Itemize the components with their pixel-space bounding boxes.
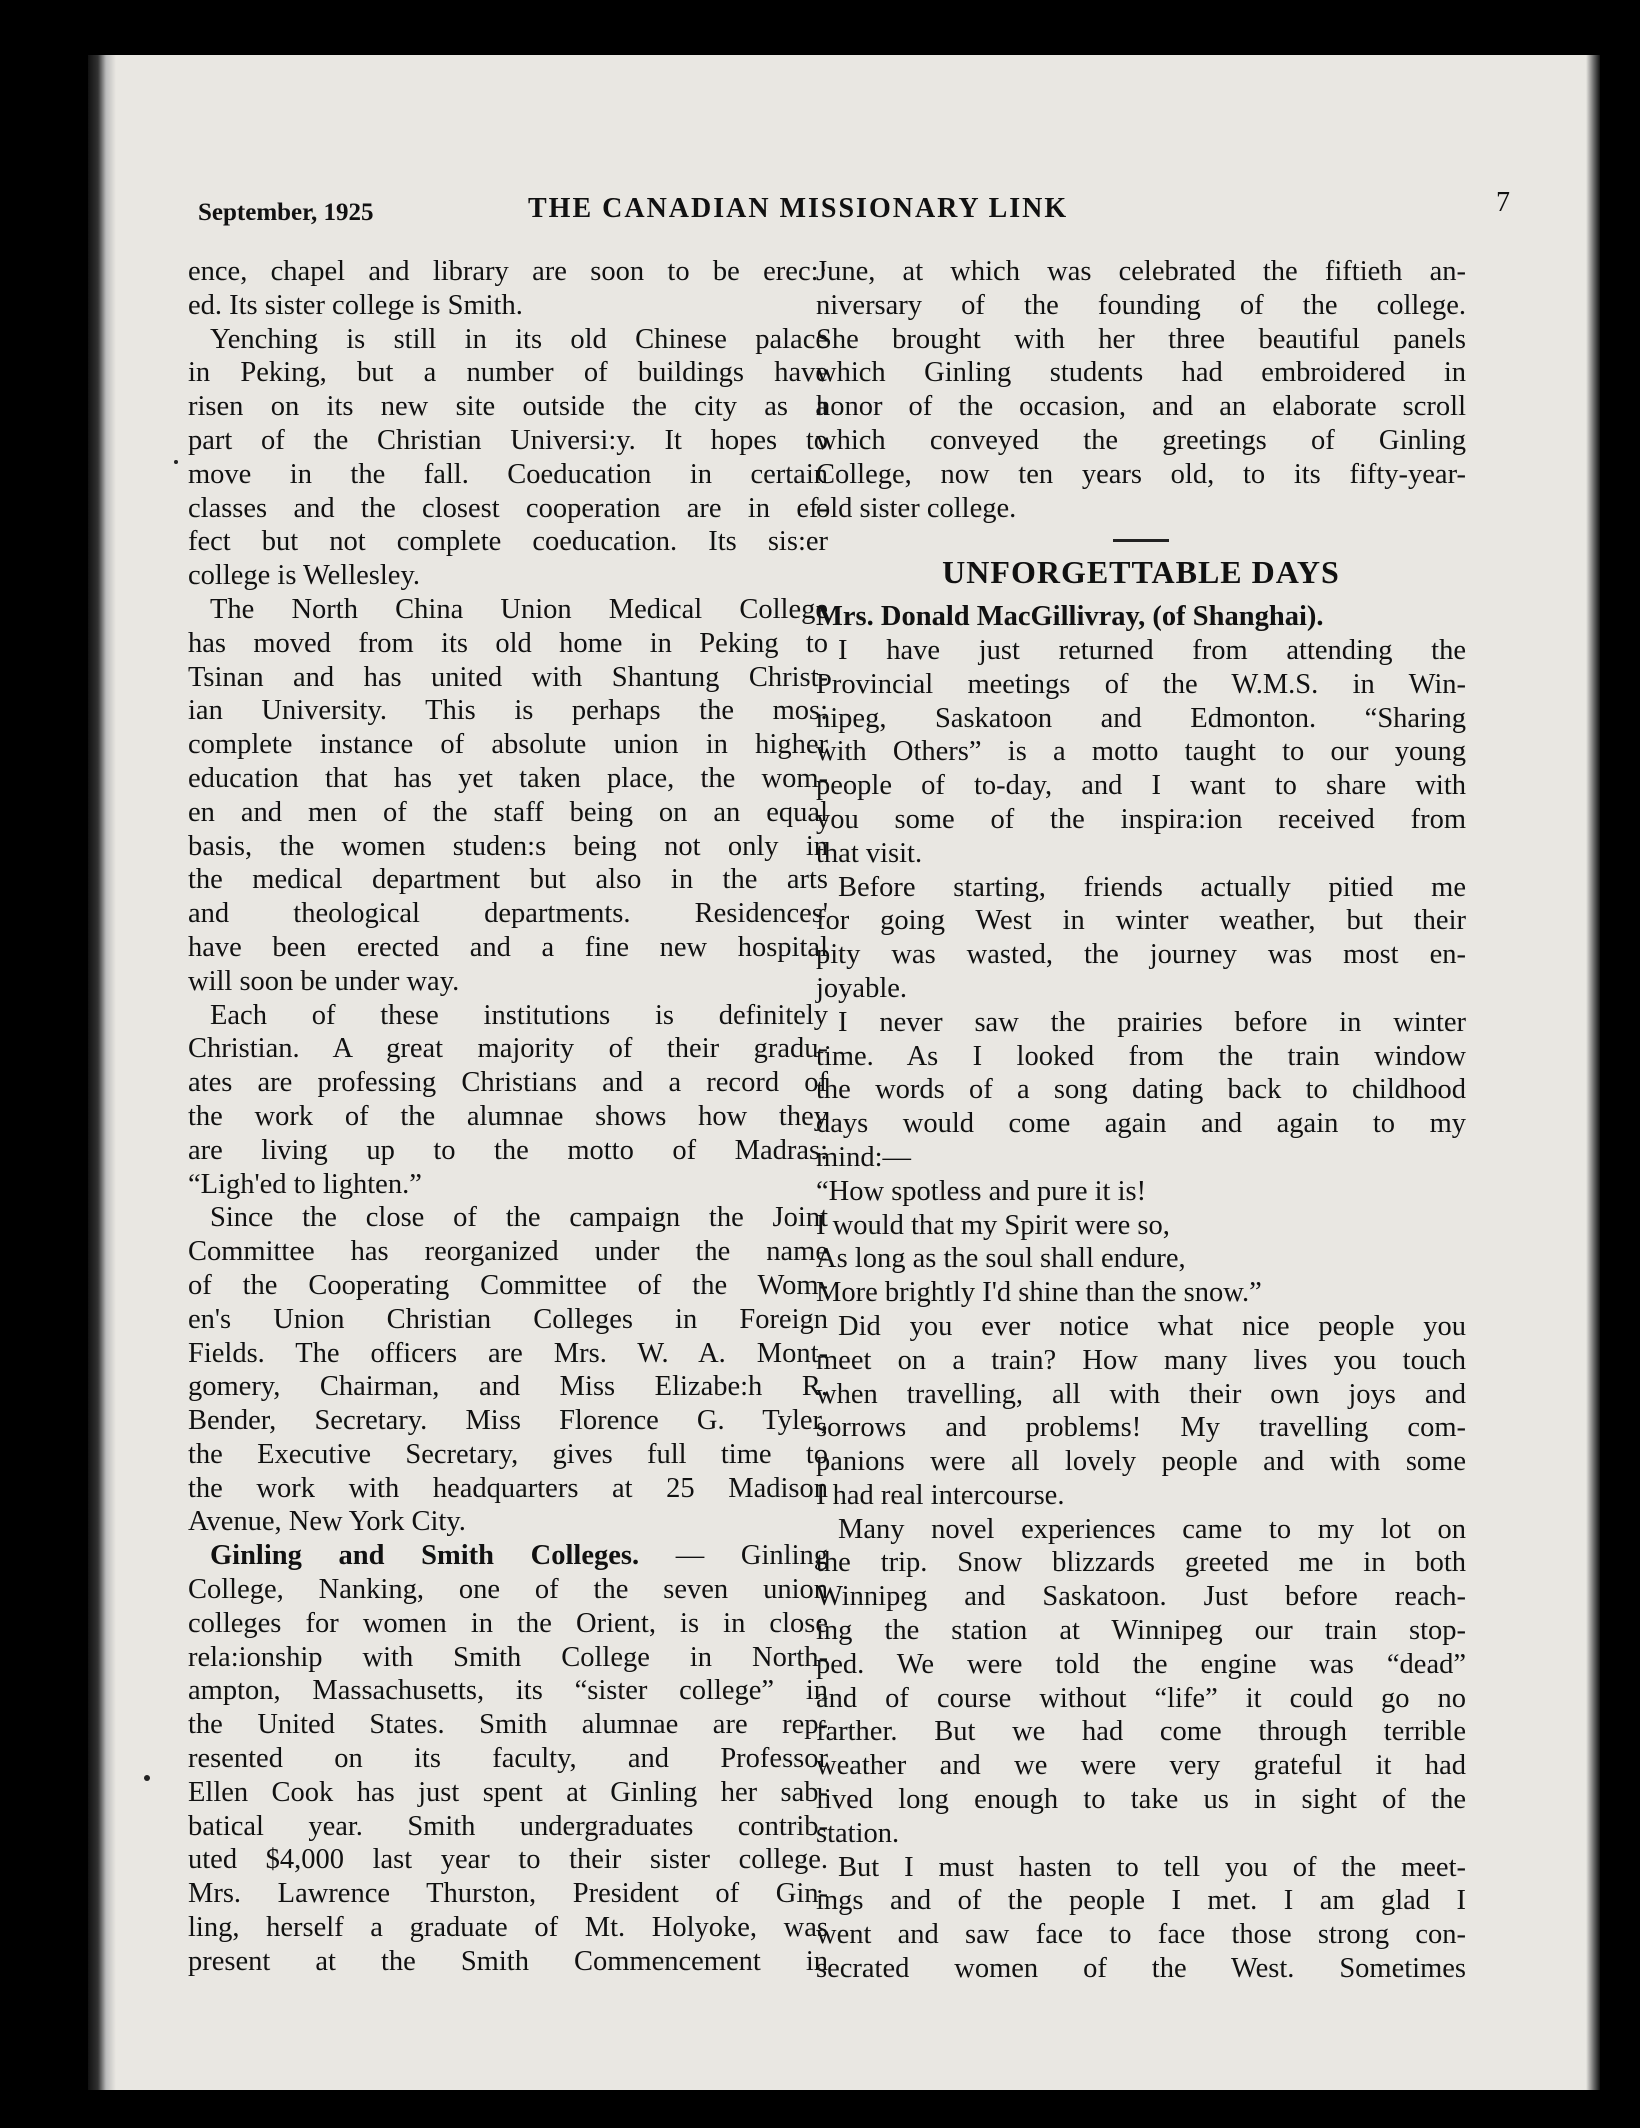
text-line bbox=[816, 837, 1466, 871]
text-line bbox=[816, 735, 1466, 769]
line-text: when travelling, all with their own joys and bbox=[816, 1378, 1466, 1410]
line-text: ling, herself a graduate of Mt. Holyoke, was bbox=[188, 1912, 828, 1944]
binding-shadow-left bbox=[88, 55, 116, 2090]
line-text: went and saw face to face those strong con- bbox=[816, 1919, 1466, 1951]
text-line bbox=[816, 323, 1466, 357]
text-line bbox=[188, 390, 828, 424]
text-line bbox=[188, 897, 828, 931]
line-text: ates are professing Christians and a record of bbox=[188, 1067, 828, 1099]
text-line bbox=[816, 255, 1466, 289]
text-line bbox=[816, 424, 1466, 458]
text-line bbox=[188, 289, 828, 323]
line-text: “How spotless and pure it is! bbox=[816, 1175, 1147, 1207]
line-text: college is Wellesley. bbox=[188, 560, 420, 592]
line-text: weather and we were very grateful it had bbox=[816, 1750, 1466, 1782]
line-text: Bender, Secretary. Miss Florence G. Tyler, bbox=[188, 1405, 828, 1437]
line-text: the work of the alumnae shows how they bbox=[188, 1100, 828, 1132]
line-text: ence, chapel and library are soon to be erec:· bbox=[188, 256, 828, 287]
line-text: ed. Its sister college is Smith. bbox=[188, 289, 523, 321]
line-text: that visit. bbox=[816, 837, 923, 869]
right-column bbox=[816, 255, 1466, 1986]
text-line bbox=[816, 1445, 1466, 1479]
scan-speck bbox=[174, 460, 178, 464]
line-text: Ellen Cook has just spent at Ginling her sab- bbox=[188, 1776, 828, 1808]
text-line bbox=[816, 1209, 1466, 1243]
line-text: the United States. Smith alumnae are rep- bbox=[188, 1709, 828, 1741]
text-line bbox=[816, 1546, 1466, 1580]
text-line bbox=[188, 1674, 828, 1708]
line-text: and theological departments. Residences' bbox=[188, 898, 828, 930]
line-text: in Peking, but a number of buildings have bbox=[188, 357, 828, 389]
text-line bbox=[188, 424, 828, 458]
text-line bbox=[816, 1411, 1466, 1445]
line-text: ped. We were told the engine was “dead” bbox=[816, 1648, 1466, 1680]
text-line bbox=[816, 1006, 1466, 1040]
text-line bbox=[188, 627, 828, 661]
text-line bbox=[188, 1573, 828, 1607]
line-text: Avenue, New York City. bbox=[188, 1506, 466, 1538]
line-text: en and men of the staff being on an equal bbox=[188, 796, 828, 828]
line-text: has moved from its old home in Peking to bbox=[188, 627, 828, 659]
line-text: risen on its new site outside the city as a bbox=[188, 391, 828, 423]
line-text: Since the close of the campaign the Joint bbox=[210, 1202, 828, 1234]
line-text: As long as the soul shall endure, bbox=[816, 1243, 1186, 1275]
text-line bbox=[188, 1843, 828, 1877]
text-line bbox=[188, 661, 828, 695]
text-line bbox=[816, 356, 1466, 390]
text-line bbox=[816, 871, 1466, 905]
text-line bbox=[188, 1100, 828, 1134]
text-line bbox=[188, 1539, 828, 1573]
line-text: honor of the occasion, and an elaborate scroll bbox=[816, 391, 1466, 423]
line-text: Winnipeg and Saskatoon. Just before reach- bbox=[816, 1581, 1466, 1613]
text-line bbox=[816, 803, 1466, 837]
line-text: people of to-day, and I want to share with bbox=[816, 770, 1466, 802]
line-text: uted $4,000 last year to their sister college. bbox=[188, 1844, 828, 1876]
line-text: ampton, Massachusetts, its “sister college” in bbox=[188, 1675, 828, 1707]
line-text: are living up to the motto of Madras: bbox=[188, 1134, 828, 1166]
text-line bbox=[188, 1370, 828, 1404]
line-text: en's Union Christian Colleges in Foreign bbox=[188, 1303, 828, 1335]
text-line bbox=[816, 1141, 1466, 1175]
text-line bbox=[188, 1911, 828, 1945]
line-text: old sister college. bbox=[816, 492, 1017, 524]
line-text: Before starting, friends actually pitied me bbox=[838, 871, 1466, 903]
text-line bbox=[816, 492, 1466, 526]
text-line bbox=[188, 1269, 828, 1303]
line-text: I had real intercourse. bbox=[816, 1479, 1065, 1511]
text-line bbox=[188, 1505, 828, 1539]
line-text: fect but not complete coeducation. Its sis:er bbox=[188, 526, 828, 558]
text-line bbox=[816, 1513, 1466, 1547]
line-text: I have just returned from attending the bbox=[838, 634, 1466, 666]
text-line bbox=[816, 1276, 1466, 1310]
text-line bbox=[188, 1776, 828, 1810]
ginling-continuation bbox=[816, 255, 1466, 525]
text-line bbox=[188, 863, 828, 897]
text-line bbox=[188, 1235, 828, 1269]
line-text: which conveyed the greetings of Ginling bbox=[816, 424, 1466, 456]
text-line bbox=[816, 1952, 1466, 1986]
text-line bbox=[188, 1303, 828, 1337]
line-text: time. As I looked from the train window bbox=[816, 1040, 1466, 1072]
text-line bbox=[816, 1918, 1466, 1952]
text-line bbox=[816, 1682, 1466, 1716]
line-text: you some of the inspira:ion received from bbox=[816, 803, 1466, 835]
line-text: batical year. Smith undergraduates contrib- bbox=[188, 1810, 828, 1842]
line-text: Christian. A great majority of their gradu- bbox=[188, 1033, 828, 1065]
text-line bbox=[816, 1107, 1466, 1141]
line-text: I would that my Spirit were so, bbox=[816, 1209, 1170, 1241]
text-line bbox=[188, 1877, 828, 1911]
text-line bbox=[816, 634, 1466, 668]
line-text: with Others” is a motto taught to our young bbox=[816, 736, 1466, 768]
line-text: More brightly I'd shine than the snow.” bbox=[816, 1277, 1262, 1309]
page-number: 7 bbox=[1496, 187, 1510, 218]
text-line bbox=[816, 390, 1466, 424]
left-column bbox=[188, 255, 828, 1979]
text-line bbox=[816, 1648, 1466, 1682]
line-text: days would come again and again to my bbox=[816, 1108, 1466, 1140]
article-byline: Mrs. Donald MacGillivray, (of Shanghai). bbox=[816, 601, 1324, 633]
line-text: Committee has reorganized under the name bbox=[188, 1236, 828, 1268]
text-line bbox=[188, 323, 828, 357]
line-text: have been erected and a fine new hospital bbox=[188, 931, 828, 963]
line-text: present at the Smith Commencement in bbox=[188, 1945, 828, 1977]
line-text: panions were all lovely people and with some bbox=[816, 1446, 1466, 1478]
line-text: and of course without “life” it could go no bbox=[816, 1682, 1466, 1714]
text-line bbox=[816, 769, 1466, 803]
text-line bbox=[816, 938, 1466, 972]
issue-date: September, 1925 bbox=[198, 199, 374, 226]
text-line bbox=[188, 593, 828, 627]
scan-speck bbox=[144, 1775, 150, 1781]
line-text: I never saw the prairies before in winter bbox=[838, 1006, 1466, 1038]
text-line bbox=[188, 1438, 828, 1472]
text-line bbox=[188, 1201, 828, 1235]
text-line bbox=[816, 1175, 1466, 1209]
line-text: the medical department but also in the arts bbox=[188, 864, 828, 896]
text-line bbox=[816, 1783, 1466, 1817]
text-line bbox=[816, 1040, 1466, 1074]
line-text: lived long enough to take us in sight of the bbox=[816, 1784, 1466, 1816]
text-line bbox=[816, 1614, 1466, 1648]
text-line bbox=[188, 1607, 828, 1641]
line-text: The North China Union Medical College bbox=[210, 593, 828, 625]
text-line bbox=[816, 1242, 1466, 1276]
line-text: colleges for women in the Orient, is in close bbox=[188, 1607, 828, 1639]
line-text: secrated women of the West. Sometimes bbox=[816, 1953, 1466, 1985]
line-text: June, at which was celebrated the fiftieth an- bbox=[816, 256, 1466, 287]
text-line bbox=[188, 1337, 828, 1371]
text-line bbox=[188, 356, 828, 390]
line-text: Yenching is still in its old Chinese palace bbox=[210, 323, 828, 355]
text-line bbox=[816, 1715, 1466, 1749]
text-line bbox=[188, 728, 828, 762]
line-text: ian University. This is perhaps the mos: bbox=[188, 695, 828, 727]
line-text: But I must hasten to tell you of the meet- bbox=[838, 1851, 1466, 1883]
line-text: — Ginling bbox=[639, 1540, 828, 1572]
text-line bbox=[816, 972, 1466, 1006]
line-text: the trip. Snow blizzards greeted me in both bbox=[816, 1547, 1466, 1579]
line-text: ing the station at Winnipeg our train stop- bbox=[816, 1615, 1466, 1647]
line-text: meet on a train? How many lives you touch bbox=[816, 1344, 1466, 1376]
line-text: classes and the closest cooperation are in ef- bbox=[188, 492, 828, 524]
line-text: “Ligh'ed to lighten.” bbox=[188, 1168, 422, 1200]
line-text: basis, the women studen:s being not only in bbox=[188, 830, 828, 862]
line-text: gomery, Chairman, and Miss Elizabe:h R. bbox=[188, 1371, 828, 1403]
line-text: Mrs. Lawrence Thurston, President of Gin- bbox=[188, 1878, 828, 1910]
text-line bbox=[816, 1073, 1466, 1107]
line-text: rela:ionship with Smith College in North- bbox=[188, 1641, 828, 1673]
binding-shadow-right bbox=[1586, 55, 1600, 2090]
line-text: which Ginling students had embroidered in bbox=[816, 357, 1466, 389]
text-line bbox=[188, 931, 828, 965]
line-text: mind:— bbox=[816, 1141, 912, 1173]
line-text: She brought with her three beautiful panels bbox=[816, 323, 1466, 355]
line-text: Tsinan and has united with Shantung Christ- bbox=[188, 661, 828, 693]
text-line bbox=[188, 830, 828, 864]
text-line bbox=[188, 525, 828, 559]
run-in-heading: Ginling and Smith Colleges. bbox=[210, 1540, 640, 1572]
text-line bbox=[188, 999, 828, 1033]
text-line bbox=[816, 1749, 1466, 1783]
text-line bbox=[816, 904, 1466, 938]
line-text: Fields. The officers are Mrs. W. A. Mont- bbox=[188, 1337, 828, 1369]
line-text: part of the Christian Universi:y. It hopes to bbox=[188, 424, 828, 456]
text-line bbox=[816, 458, 1466, 492]
line-text: joyable. bbox=[816, 972, 908, 1004]
text-line bbox=[816, 1378, 1466, 1412]
line-text: station. bbox=[816, 1817, 900, 1849]
line-text: Provincial meetings of the W.M.S. in Win- bbox=[816, 668, 1466, 700]
text-line bbox=[816, 1884, 1466, 1918]
line-text: niversary of the founding of the college. bbox=[816, 289, 1466, 321]
text-line bbox=[816, 1851, 1466, 1885]
line-text: the words of a song dating back to childhood bbox=[816, 1074, 1466, 1106]
text-line bbox=[188, 1404, 828, 1438]
article-body bbox=[816, 634, 1466, 1986]
line-text: education that has yet taken place, the wom- bbox=[188, 762, 828, 794]
line-text: pity was wasted, the journey was most en- bbox=[816, 939, 1466, 971]
line-text: farther. But we had come through terrible bbox=[816, 1716, 1466, 1748]
text-line bbox=[188, 559, 828, 593]
text-line bbox=[188, 1810, 828, 1844]
line-text: College, Nanking, one of the seven union bbox=[188, 1574, 828, 1606]
text-line bbox=[188, 1134, 828, 1168]
text-line bbox=[188, 1641, 828, 1675]
line-text: the work with headquarters at 25 Madison bbox=[188, 1472, 828, 1504]
text-line bbox=[816, 668, 1466, 702]
line-text: for going West in winter weather, but their bbox=[816, 905, 1466, 937]
text-line bbox=[816, 1344, 1466, 1378]
text-line bbox=[188, 694, 828, 728]
text-line bbox=[816, 1310, 1466, 1344]
text-line bbox=[188, 1032, 828, 1066]
text-line bbox=[188, 1742, 828, 1776]
text-line bbox=[188, 1472, 828, 1506]
text-line bbox=[816, 1479, 1466, 1513]
text-line bbox=[188, 492, 828, 526]
text-line bbox=[188, 796, 828, 830]
text-line bbox=[816, 289, 1466, 323]
text-line bbox=[816, 1817, 1466, 1851]
scanned-page bbox=[88, 55, 1600, 2090]
line-text: ings and of the people I met. I am glad I bbox=[816, 1885, 1466, 1917]
text-line bbox=[816, 702, 1466, 736]
line-text: nipeg, Saskatoon and Edmonton. “Sharing bbox=[816, 702, 1466, 734]
line-text: will soon be under way. bbox=[188, 965, 460, 997]
text-line bbox=[188, 1708, 828, 1742]
text-line bbox=[188, 1945, 828, 1979]
line-text: Many novel experiences came to my lot on bbox=[838, 1513, 1466, 1545]
line-text: complete instance of absolute union in higher bbox=[188, 729, 828, 761]
text-line bbox=[188, 458, 828, 492]
line-text: Did you ever notice what nice people you bbox=[838, 1310, 1466, 1342]
line-text: sorrows and problems! My travelling com- bbox=[816, 1412, 1466, 1444]
text-line bbox=[188, 762, 828, 796]
line-text: of the Cooperating Committee of the Wom- bbox=[188, 1269, 828, 1301]
text-line bbox=[188, 965, 828, 999]
line-text: move in the fall. Coeducation in certain bbox=[188, 458, 828, 490]
article-heading: UNFORGETTABLE DAYS bbox=[942, 554, 1340, 591]
text-line bbox=[188, 1066, 828, 1100]
section-divider bbox=[1113, 539, 1169, 542]
line-text: College, now ten years old, to its fifty-year- bbox=[816, 458, 1466, 490]
line-text: the Executive Secretary, gives full time to bbox=[188, 1438, 828, 1470]
line-text: Each of these institutions is definitely bbox=[210, 999, 828, 1031]
publication-title: THE CANADIAN MISSIONARY LINK bbox=[528, 193, 1069, 224]
text-line bbox=[188, 255, 828, 289]
text-line bbox=[188, 1168, 828, 1202]
line-text: resented on its faculty, and Professor bbox=[188, 1743, 828, 1775]
text-line bbox=[816, 1580, 1466, 1614]
running-header bbox=[198, 187, 1510, 243]
